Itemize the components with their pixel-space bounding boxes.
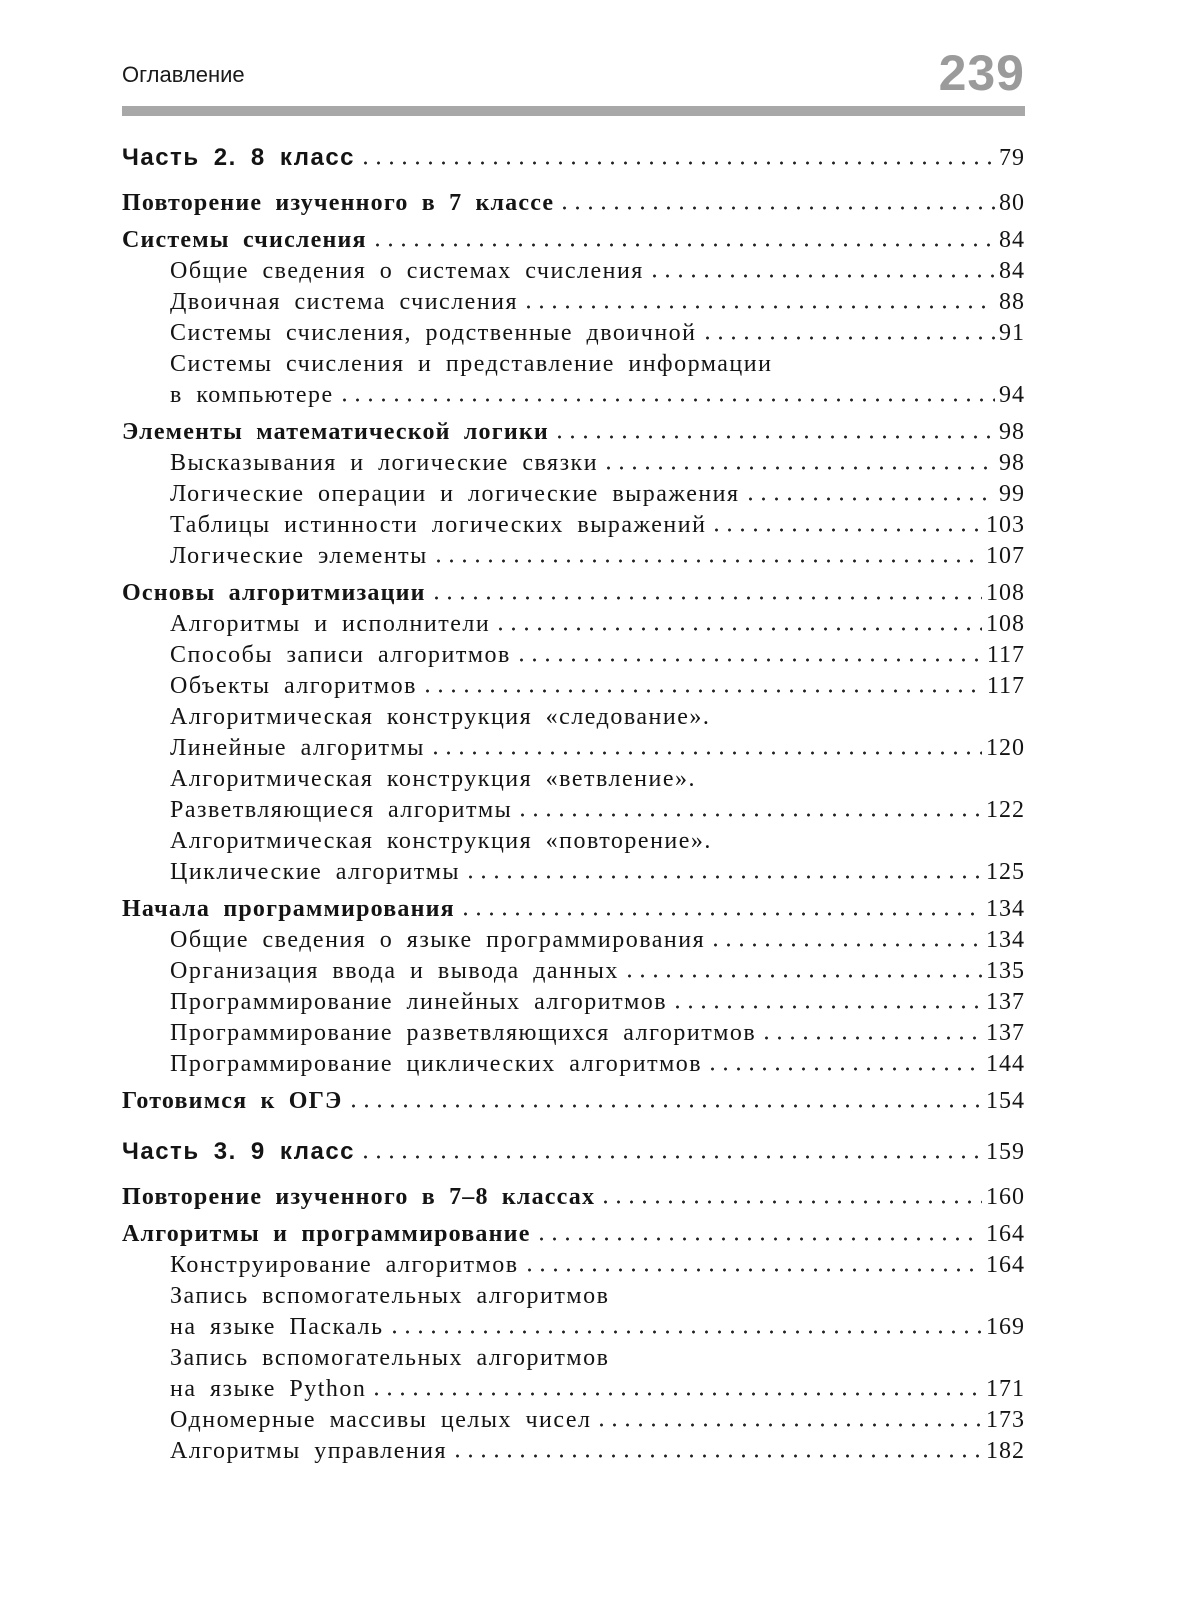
dot-leader — [421, 688, 983, 694]
dot-leader — [706, 1066, 982, 1072]
toc-entry — [170, 823, 1025, 855]
toc-entry — [170, 315, 1025, 347]
dot-leader — [459, 911, 982, 917]
toc-entry-page: 103 — [986, 512, 1025, 538]
toc-entry — [170, 953, 1025, 985]
dot-leader — [523, 1267, 982, 1273]
toc-entry-title: Общие сведения о языке программирования — [170, 927, 706, 953]
toc-entry-title: Повторение изученного в 7 классе — [122, 190, 555, 216]
toc-entry — [122, 1083, 1025, 1115]
toc-entry — [170, 606, 1025, 638]
dot-leader — [347, 1103, 982, 1109]
toc-entry-page: 108 — [986, 580, 1025, 606]
dot-leader — [535, 1236, 982, 1242]
toc-entry-title: Логические операции и логические выражения — [170, 481, 740, 507]
dot-leader — [602, 465, 995, 471]
toc-entry-title: на языке Паскаль — [170, 1314, 384, 1340]
toc-entry-page: 120 — [986, 735, 1025, 761]
toc-entry-title: Циклические алгоритмы — [170, 859, 461, 885]
toc-entry-page: 99 — [999, 481, 1025, 507]
toc-entry-title: Линейные алгоритмы — [170, 735, 425, 761]
page-header — [122, 45, 1025, 116]
toc-entry-page: 98 — [999, 450, 1025, 476]
toc-entry-title: Программирование циклических алгоритмов — [170, 1051, 703, 1077]
toc-entry-page: 84 — [999, 258, 1025, 284]
toc-entry-page: 173 — [986, 1407, 1025, 1433]
toc-entry-title: Алгоритмическая конструкция «повторение». — [170, 828, 712, 854]
toc-entry-page: 91 — [999, 320, 1025, 346]
toc-entry-title: Организация ввода и вывода данных — [170, 958, 619, 984]
toc-entry-title: Высказывания и логические связки — [170, 450, 599, 476]
toc-entry-title: Часть 3. 9 класс — [122, 1138, 356, 1165]
toc-entry — [170, 1278, 1025, 1310]
toc-entry-title: Алгоритмы управления — [170, 1438, 448, 1464]
toc-entry — [170, 1371, 1025, 1403]
dot-leader — [648, 273, 995, 279]
toc-entry-page: 154 — [986, 1088, 1025, 1114]
toc-entry — [170, 761, 1025, 793]
toc-entry — [122, 414, 1025, 446]
dot-leader — [595, 1422, 982, 1428]
toc-entry-page: 80 — [999, 190, 1025, 216]
toc-entry — [122, 1216, 1025, 1248]
dot-leader — [710, 527, 982, 533]
toc-entry-page: 135 — [986, 958, 1025, 984]
toc-entry-page: 164 — [986, 1252, 1025, 1278]
toc-entry-title: Часть 2. 8 класс — [122, 144, 356, 171]
toc-entry — [170, 854, 1025, 886]
toc-entry-page: 84 — [999, 227, 1025, 253]
toc-entry-page: 182 — [986, 1438, 1025, 1464]
toc-entry-page: 79 — [999, 145, 1025, 171]
toc-entry-title: Готовимся к ОГЭ — [122, 1088, 343, 1114]
toc-entry-title: Системы счисления, родственные двоичной — [170, 320, 697, 346]
toc-entry — [170, 346, 1025, 378]
toc-entry-page: 144 — [986, 1051, 1025, 1077]
toc-entry — [122, 185, 1025, 217]
toc-entry-page: 137 — [986, 989, 1025, 1015]
dot-leader — [522, 304, 995, 310]
toc-entry-title: Логические элементы — [170, 543, 428, 569]
toc-entry-title: Алгоритмическая конструкция «следование». — [170, 704, 711, 730]
toc-entry-title: Алгоритмическая конструкция «ветвление». — [170, 766, 696, 792]
toc-entry — [170, 284, 1025, 316]
toc-entry — [170, 445, 1025, 477]
toc-entry-title: Запись вспомогательных алгоритмов — [170, 1283, 610, 1309]
toc-entry-page: 88 — [999, 289, 1025, 315]
toc-entry-page: 134 — [986, 896, 1025, 922]
dot-leader — [388, 1329, 982, 1335]
toc-entry-page: 117 — [986, 642, 1025, 668]
dot-leader — [464, 874, 982, 880]
toc-entry — [170, 538, 1025, 570]
toc-entry-page: 117 — [986, 673, 1025, 699]
toc-entry-title: Алгоритмы и программирование — [122, 1221, 531, 1247]
toc-entry-page: 171 — [986, 1376, 1025, 1402]
toc-entry-page: 134 — [986, 927, 1025, 953]
toc-entry — [170, 792, 1025, 824]
toc-entry-page: 164 — [986, 1221, 1025, 1247]
toc-entry — [122, 575, 1025, 607]
toc-entry — [170, 922, 1025, 954]
toc-entry-title: Программирование разветвляющихся алгоритмов — [170, 1020, 757, 1046]
dot-leader — [359, 1154, 982, 1160]
toc-entry — [122, 891, 1025, 923]
running-head-title: Оглавление — [122, 62, 245, 87]
toc-entry — [170, 637, 1025, 669]
dot-leader — [515, 657, 983, 663]
toc-entry-page: 107 — [986, 543, 1025, 569]
toc-entry-page: 122 — [986, 797, 1025, 823]
dot-leader — [623, 973, 982, 979]
dot-leader — [744, 496, 995, 502]
toc-entry — [170, 730, 1025, 762]
toc-entry-page: 137 — [986, 1020, 1025, 1046]
toc-entry — [170, 1046, 1025, 1078]
dot-leader — [430, 595, 982, 601]
toc-entry-title: Объекты алгоритмов — [170, 673, 417, 699]
dot-leader — [451, 1453, 982, 1459]
toc-entry — [170, 253, 1025, 285]
toc-entry — [170, 699, 1025, 731]
dot-leader — [432, 558, 982, 564]
toc-entry — [122, 1179, 1025, 1211]
dot-leader — [371, 242, 995, 248]
toc-entry — [170, 1433, 1025, 1465]
dot-leader — [671, 1004, 982, 1010]
toc-entry — [170, 476, 1025, 508]
toc-entry-title: Двоичная система счисления — [170, 289, 519, 315]
dot-leader — [359, 160, 995, 166]
toc-entry-title: Программирование линейных алгоритмов — [170, 989, 668, 1015]
dot-leader — [494, 626, 982, 632]
toc-entry-title: Разветвляющиеся алгоритмы — [170, 797, 513, 823]
toc-entry — [170, 1015, 1025, 1047]
toc-entry-title: Системы счисления — [122, 227, 367, 253]
toc-entry-title: Алгоритмы и исполнители — [170, 611, 491, 637]
dot-leader — [701, 335, 996, 341]
toc-entry — [170, 1247, 1025, 1279]
dot-leader — [553, 434, 995, 440]
toc-entry-page: 169 — [986, 1314, 1025, 1340]
toc-entry-title: в компьютере — [170, 382, 334, 408]
dot-leader — [370, 1391, 982, 1397]
dot-leader — [516, 812, 982, 818]
toc-entry-title: Начала программирования — [122, 896, 455, 922]
toc-entry — [170, 507, 1025, 539]
dot-leader — [338, 397, 995, 403]
toc-entry-title: Одномерные массивы целых чисел — [170, 1407, 592, 1433]
dot-leader — [429, 750, 982, 756]
toc-entry — [122, 140, 1025, 172]
toc-entry-title: на языке Python — [170, 1376, 367, 1402]
dot-leader — [709, 942, 982, 948]
toc-entry — [122, 222, 1025, 254]
toc-entry-title: Общие сведения о системах счисления — [170, 258, 644, 284]
toc-entry-title: Элементы математической логики — [122, 419, 549, 445]
toc-entry-page: 98 — [999, 419, 1025, 445]
toc-entry — [170, 1402, 1025, 1434]
dot-leader — [558, 205, 995, 211]
toc-entry — [170, 984, 1025, 1016]
dot-leader — [760, 1035, 982, 1041]
dot-leader — [599, 1199, 982, 1205]
toc-entry-title: Повторение изученного в 7–8 классах — [122, 1184, 596, 1210]
toc-entry-title: Способы записи алгоритмов — [170, 642, 511, 668]
header-rule — [122, 106, 1025, 116]
toc-entry-title: Таблицы истинности логических выражений — [170, 512, 707, 538]
page-number: 239 — [938, 45, 1025, 101]
toc-entry-page: 108 — [986, 611, 1025, 637]
toc-entry-title: Конструирование алгоритмов — [170, 1252, 519, 1278]
toc-entry-page: 94 — [999, 382, 1025, 408]
toc-entry-title: Основы алгоритмизации — [122, 580, 426, 606]
toc-entry — [122, 1134, 1025, 1166]
toc-entry-page: 159 — [986, 1139, 1025, 1165]
toc-entry — [170, 377, 1025, 409]
toc-entry — [170, 668, 1025, 700]
toc-entry — [170, 1340, 1025, 1372]
toc-entry-page: 160 — [986, 1184, 1025, 1210]
toc-entry-title: Системы счисления и представление информации — [170, 351, 773, 377]
toc-entry-title: Запись вспомогательных алгоритмов — [170, 1345, 610, 1371]
toc-entry — [170, 1309, 1025, 1341]
toc-entry-page: 125 — [986, 859, 1025, 885]
